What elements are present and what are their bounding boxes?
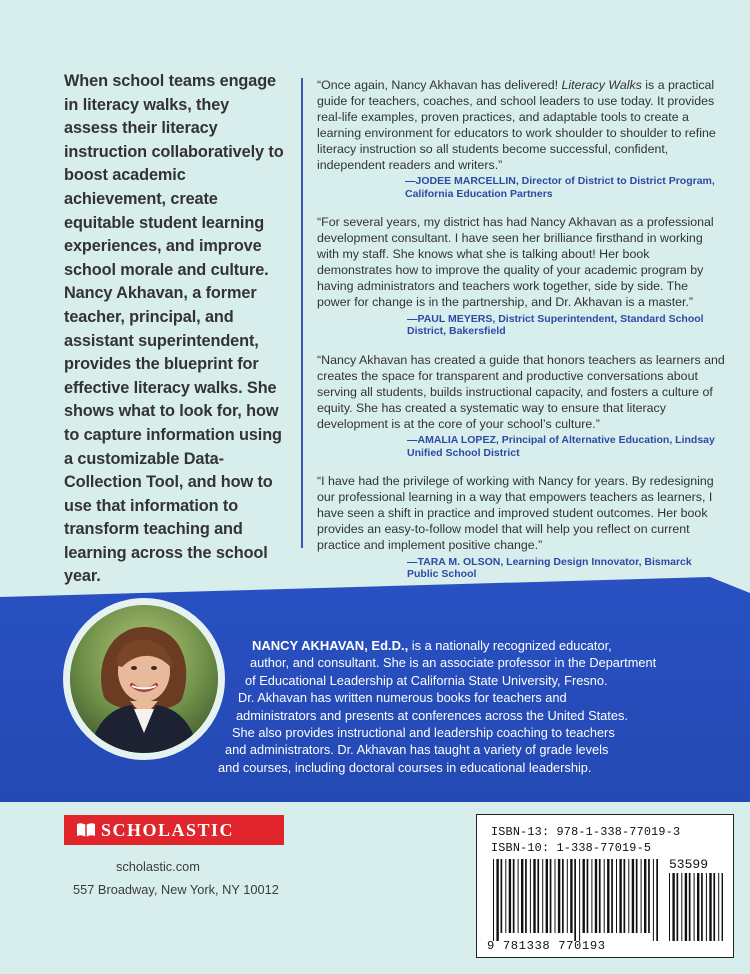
bio-line: of Educational Leadership at California State University, Fresno. xyxy=(245,672,608,688)
endorsement-text: “For several years, my district has had Nancy Akhavan as a professional development consultant. I have seen her brilliance firsthand in working with my staff. She knows what she is talking about! Her book demonstrates how to improve the quality of your academic program by having administrators and teachers work together, side by side. The power for change is in the partnership, and Dr. Akhavan is a master.” xyxy=(317,215,714,309)
bio-line: and courses, including doctoral courses in educational leadership. xyxy=(218,759,592,775)
ean-digits: 9 781338 770193 xyxy=(487,939,606,953)
logo-text: SCHOLASTIC xyxy=(101,819,235,840)
column-divider xyxy=(301,78,303,548)
publisher-address: 557 Broadway, New York, NY 10012 xyxy=(73,882,279,897)
endorsements xyxy=(317,78,725,596)
endorsement-text: “Once again, Nancy Akhavan has delivered! Literacy Walks is a practical guide for teachers, coaches, and school leaders to use today. It provides real-life examples, proven practices, and adaptable tools to create a learning environment for educators to work shoulder to shoulder to refine literacy instruction so all students become successful, confident, independent readers and writers.” xyxy=(317,78,716,172)
isbn-13: ISBN-13: 978-1-338-77019-3 xyxy=(491,825,681,839)
endorsement-attribution: —TARA M. OLSON, Learning Design Innovator, Bismarck Public School xyxy=(407,555,692,581)
description-blurb: When school teams engage in literacy walks, they assess their literacy instruction collaboratively to boost academic achievement, create equitable student learning experiences, and improve school morale and culture. Nancy Akhavan, a former teacher, principal, and assistant superintendent, provides the blueprint for effective literacy walks. She shows what to look for, how to capture information using a customizable Data-Collection Tool, and how to use that information to transform teaching and learning across the school year. xyxy=(64,72,284,586)
endorsement xyxy=(317,353,725,460)
endorsement-text: “I have had the privilege of working with Nancy for years. By redesigning our professional learning in a way that empowers teachers as learners, I have seen a shift in practice and improved student outcomes. Her book provides an easy-to-follow model that will help you reflect on current practice and implement positive change.” xyxy=(317,474,714,553)
author-name: NANCY AKHAVAN, Ed.D., xyxy=(252,638,409,653)
scholastic-logo xyxy=(64,815,284,845)
author-portrait-icon xyxy=(70,605,218,753)
endorsement xyxy=(317,215,725,337)
endorsement xyxy=(317,474,725,581)
ean-barcode xyxy=(493,859,658,941)
isbn-10: ISBN-10: 1-338-77019-5 xyxy=(491,841,652,855)
bio-line: author, and consultant. She is an associate professor in the Department xyxy=(250,655,657,671)
endorsement-attribution: —JODEE MARCELLIN, Director of District to District Program, California Education Partners xyxy=(405,175,715,200)
author-photo xyxy=(63,598,225,760)
bio-line: NANCY AKHAVAN, Ed.D., is a nationally recognized educator, xyxy=(252,638,612,653)
publisher-website: scholastic.com xyxy=(116,859,200,874)
author-bio xyxy=(218,637,722,776)
bio-line: Dr. Akhavan has written numerous books for teachers and xyxy=(238,690,567,706)
endorsement-attribution: —PAUL MEYERS, District Superintendent, Standard School District, Bakersfield xyxy=(407,312,704,338)
bio-line: administrators and presents at conferences across the United States. xyxy=(236,707,628,723)
bio-line: and administrators. Dr. Akhavan has taught a variety of grade levels xyxy=(225,742,609,758)
bio-line: She also provides instructional and leadership coaching to teachers xyxy=(232,725,615,741)
endorsement xyxy=(317,78,725,200)
price-barcode xyxy=(669,873,723,941)
endorsement-attribution: —AMALIA LOPEZ, Principal of Alternative Education, Lindsay Unified School District xyxy=(407,434,715,459)
barcode-box xyxy=(476,814,734,958)
price-code: 53599 xyxy=(669,857,709,872)
book-title: Literacy Walks xyxy=(561,78,642,92)
endorsement-text: “Nancy Akhavan has created a guide that honors teachers as learners and creates the space for transparent and productive conversations about serving all students, builds instructional capacity, and fosters a culture of equity. She has created a systematic way to ensure that literacy development is at the core of your school’s culture.” xyxy=(317,352,725,431)
open-book-icon xyxy=(76,821,96,839)
